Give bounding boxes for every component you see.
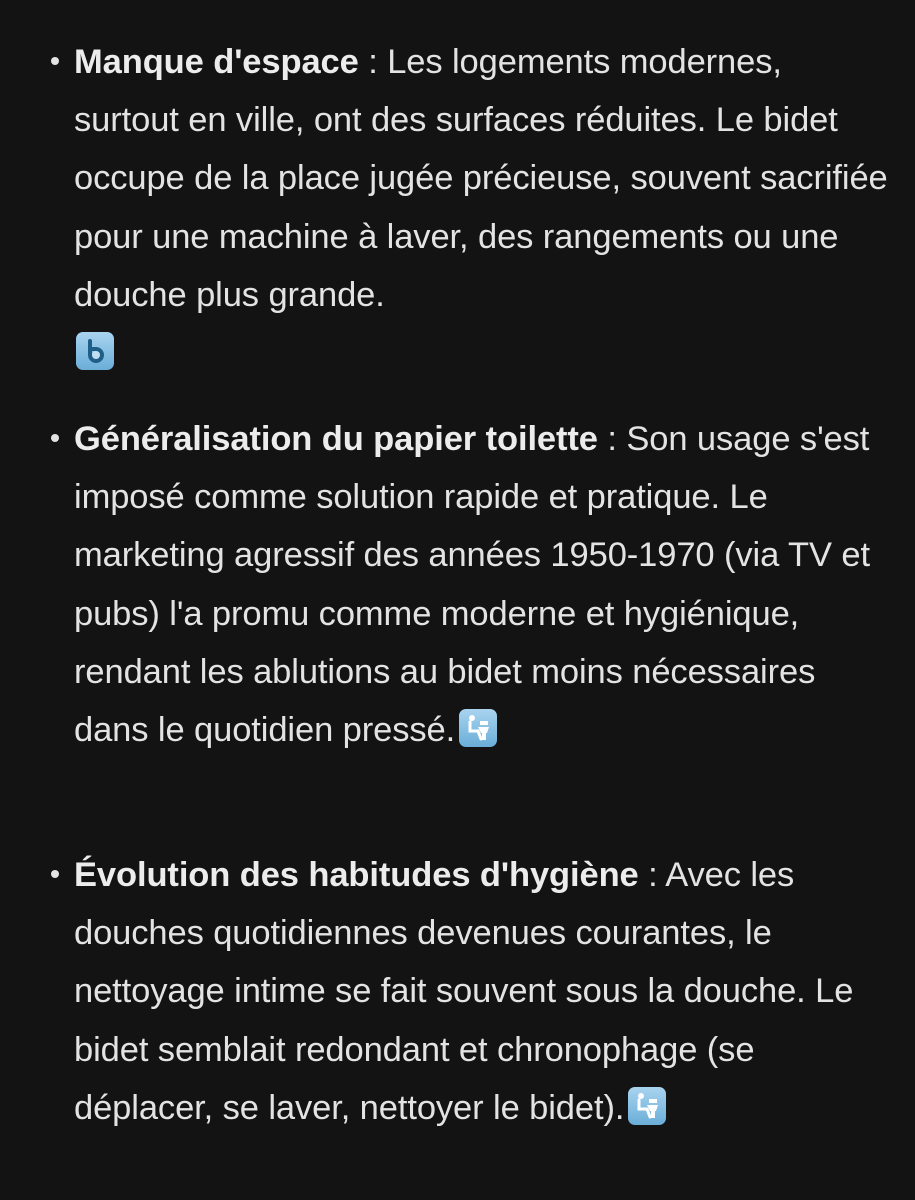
toilet-emoji-icon (628, 1087, 666, 1125)
list-item-title: Manque d'espace (74, 43, 359, 81)
list-item-separator: : (358, 43, 388, 81)
list-item-body: Les logements modernes, surtout en ville, ont des surfaces réduites. Le bidet occupe de la place jugée précieuse, souvent sacrifiée pour une machine à laver, des rangements ou une douche plus grande. (74, 43, 888, 314)
toilet-emoji-icon (459, 709, 497, 747)
list-item-body: Son usage s'est imposé comme solution rapide et pratique. Le marketing agressif des années 1950-1970 (via TV et pubs) l'a promu comme moderne et hygiénique, rendant les ablutions au bidet moins nécessaires dans le quotidien pressé. (74, 420, 870, 750)
list-item-title: Évolution des habitudes d'hygiène (74, 856, 639, 894)
list-item-text (74, 410, 889, 759)
list-item-title: Généralisation du papier toilette (74, 420, 598, 458)
list-item-separator: : (597, 420, 627, 458)
bidet-emoji-icon (76, 332, 114, 370)
bullet-dot (51, 434, 59, 442)
list-item-text (74, 846, 889, 1137)
list-item-body: Avec les douches quotidiennes devenues courantes, le nettoyage intime se fait souvent sous la douche. Le bidet semblait redondant et chronophage (se déplacer, se laver, nettoyer le bidet). (74, 856, 854, 1127)
bullet-dot (51, 57, 59, 65)
list-item-separator: : (638, 856, 666, 894)
bullet-dot (51, 870, 59, 878)
list-item-text (74, 33, 889, 382)
